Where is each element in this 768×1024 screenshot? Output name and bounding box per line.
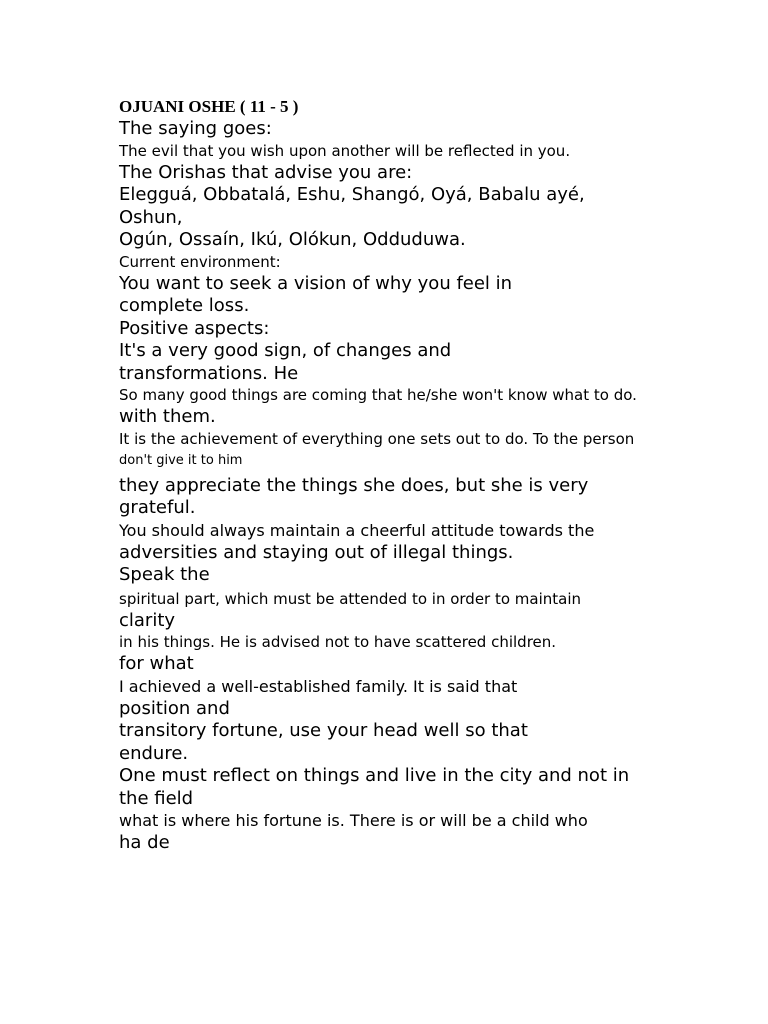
environment-text: complete loss. bbox=[119, 295, 250, 316]
body-text-line: in his things. He is advised not to have scattered children. bbox=[119, 633, 557, 651]
saying-heading: The saying goes: bbox=[119, 118, 272, 139]
orishas-heading: The Orishas that advise you are: bbox=[119, 161, 413, 183]
environment-heading: Current environment: bbox=[119, 252, 281, 271]
orishas-list-line: Oshun, bbox=[119, 206, 183, 228]
document-page bbox=[119, 96, 759, 855]
environment-text: You want to seek a vision of why you feel in bbox=[119, 272, 513, 294]
document-title: OJUANI OSHE ( 11 - 5 ) bbox=[119, 97, 299, 116]
body-text-line: grateful. bbox=[119, 497, 196, 518]
body-text-line: for what bbox=[119, 653, 194, 674]
body-text-line: One must reflect on things and live in the city and not in bbox=[119, 765, 630, 786]
body-text-line: position and bbox=[119, 697, 230, 719]
body-text-line: clarity bbox=[119, 609, 176, 631]
body-text-line: adversities and staying out of illegal things. bbox=[119, 541, 514, 563]
body-text-line: endure. bbox=[119, 742, 189, 764]
positive-heading: Positive aspects: bbox=[119, 317, 270, 339]
body-text-line: the field bbox=[119, 787, 194, 809]
body-text-line: It is the achievement of everything one sets out to do. To the person bbox=[119, 429, 635, 448]
body-text-line: You should always maintain a cheerful attitude towards the bbox=[119, 520, 595, 540]
body-text-line: with them. bbox=[119, 406, 216, 427]
body-text-line: Speak the bbox=[119, 564, 210, 585]
body-text-line: So many good things are coming that he/she won't know what to do. bbox=[119, 386, 637, 404]
body-text-line: I achieved a well-established family. It is said that bbox=[119, 676, 518, 696]
body-text-line: transformations. He bbox=[119, 362, 299, 384]
body-text-line: transitory fortune, use your head well so that bbox=[119, 720, 528, 741]
body-text-line: don't give it to him bbox=[119, 452, 243, 468]
body-text-line: It's a very good sign, of changes and bbox=[119, 340, 452, 361]
orishas-list-line: Elegguá, Obbatalá, Eshu, Shangó, Oyá, Babalu ayé, bbox=[119, 184, 585, 205]
body-text-line: they appreciate the things she does, but she is very bbox=[119, 474, 589, 496]
body-text-line: ha de bbox=[119, 832, 170, 853]
saying-text: The evil that you wish upon another will be reflected in you. bbox=[119, 141, 571, 160]
body-text-line: spiritual part, which must be attended to in order to maintain bbox=[119, 589, 582, 608]
body-text-line: what is where his fortune is. There is or will be a child who bbox=[119, 811, 588, 830]
orishas-list-line: Ogún, Ossaín, Ikú, Olókun, Odduduwa. bbox=[119, 229, 466, 250]
